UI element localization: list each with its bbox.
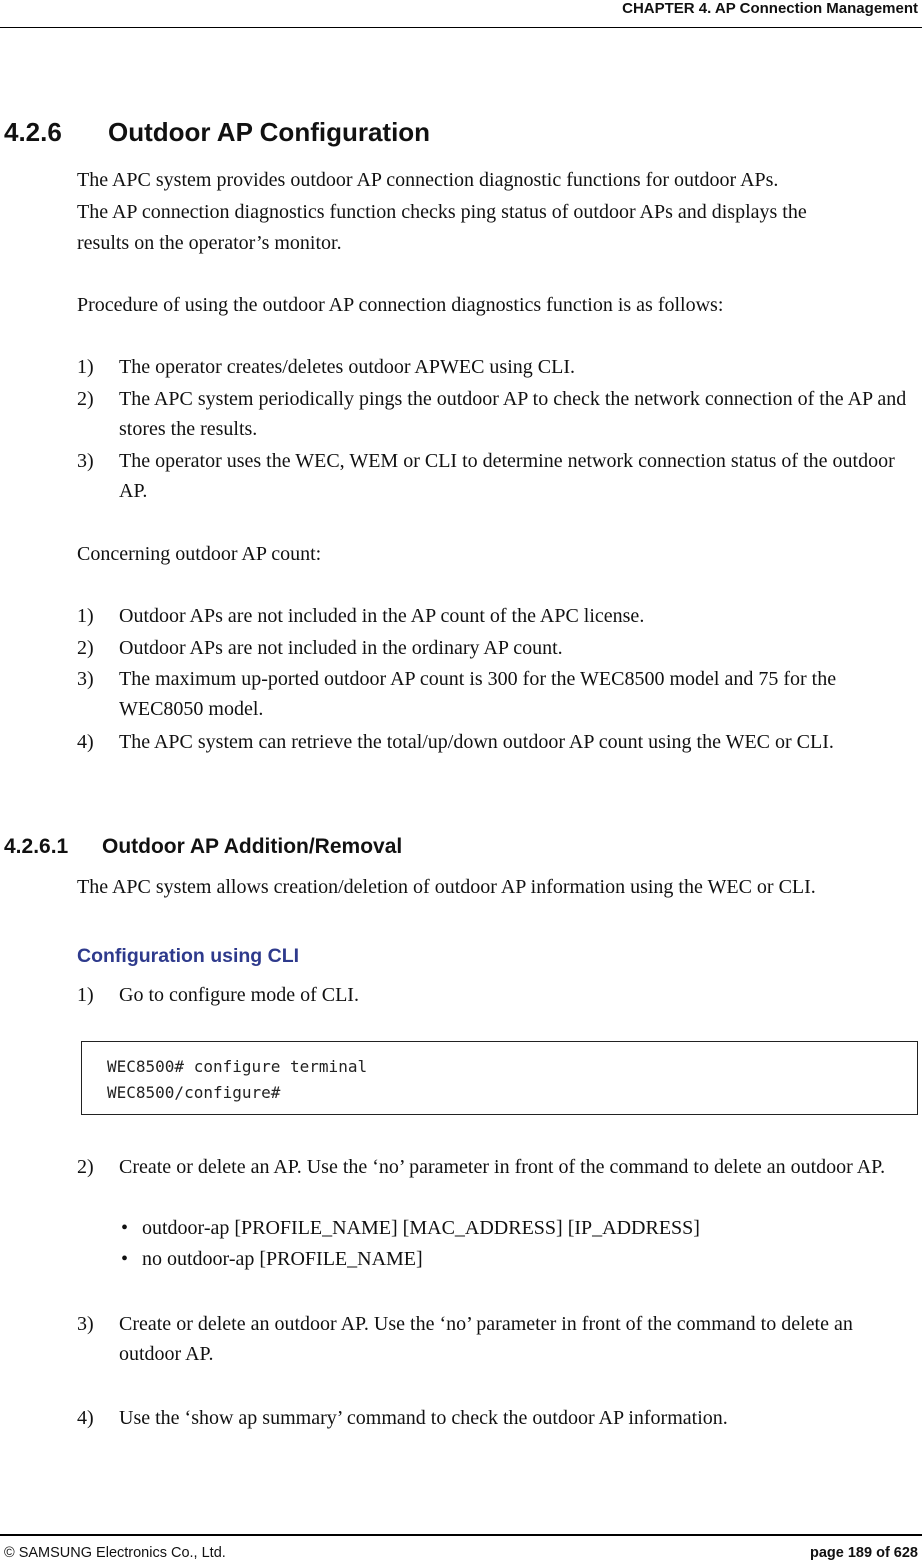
- intro-line: results on the operator’s monitor.: [77, 232, 342, 254]
- list-number: 1): [77, 356, 94, 378]
- code-line: WEC8500/configure#: [107, 1083, 281, 1102]
- code-block: [81, 1041, 918, 1115]
- section-title: Outdoor AP Configuration: [108, 117, 431, 147]
- bullet-item: [121, 1213, 700, 1243]
- list-text: Outdoor APs are not included in the ordinary AP count.: [119, 637, 563, 659]
- list-number: 1): [77, 605, 94, 627]
- list-number: 3): [77, 1313, 94, 1335]
- section-number: 4.2.6: [4, 117, 62, 147]
- subsection-intro: The APC system allows creation/deletion of outdoor AP information using the WEC or CLI.: [77, 876, 816, 898]
- subsection-title: Outdoor AP Addition/Removal: [102, 835, 403, 858]
- count-heading: Concerning outdoor AP count:: [77, 543, 322, 565]
- procedure-intro: Procedure of using the outdoor AP connection diagnostics function is as follows:: [77, 294, 724, 316]
- list-text: The operator uses the WEC, WEM or CLI to determine network connection status of the outdoor AP.: [119, 450, 895, 502]
- list-number: 2): [77, 637, 94, 659]
- bullet-icon: •: [121, 1248, 129, 1270]
- page-header: [0, 0, 922, 28]
- list-number: 4): [77, 1407, 94, 1429]
- page-number: page 189 of 628: [810, 1545, 918, 1561]
- list-number: 2): [77, 388, 94, 410]
- intro-line: The APC system provides outdoor AP connection diagnostic functions for outdoor APs.: [77, 169, 779, 191]
- code-line: WEC8500# configure terminal: [107, 1057, 368, 1076]
- page-footer: [0, 1534, 922, 1567]
- list-text: The maximum up-ported outdoor AP count is 300 for the WEC8500 model and 75 for the WEC8050 model.: [119, 668, 837, 720]
- subsection-number: 4.2.6.1: [4, 835, 69, 858]
- list-text: Outdoor APs are not included in the AP count of the APC license.: [119, 605, 645, 627]
- list-text: Use the ‘show ap summary’ command to check the outdoor AP information.: [119, 1407, 728, 1429]
- bullet-text: no outdoor-ap [PROFILE_NAME]: [142, 1248, 423, 1270]
- section-heading: [4, 117, 430, 148]
- subsection-heading: [4, 835, 402, 859]
- list-text: The APC system can retrieve the total/up/down outdoor AP count using the WEC or CLI.: [119, 731, 834, 753]
- bullet-icon: •: [121, 1217, 129, 1239]
- list-number: 4): [77, 731, 94, 753]
- bullet-text: outdoor-ap [PROFILE_NAME] [MAC_ADDRESS] [IP_ADDRESS]: [142, 1217, 700, 1239]
- config-heading: Configuration using CLI: [77, 945, 300, 967]
- list-text: The APC system periodically pings the outdoor AP to check the network connection of the AP and stores the results.: [119, 388, 907, 440]
- list-number: 2): [77, 1156, 94, 1178]
- list-number: 3): [77, 668, 94, 690]
- list-number: 1): [77, 984, 94, 1006]
- intro-line: The AP connection diagnostics function checks ping status of outdoor APs and displays the: [77, 201, 807, 223]
- list-number: 3): [77, 450, 94, 472]
- list-text: Go to configure mode of CLI.: [119, 984, 359, 1006]
- copyright: © SAMSUNG Electronics Co., Ltd.: [4, 1545, 226, 1561]
- chapter-title: CHAPTER 4. AP Connection Management: [622, 0, 918, 17]
- list-text: Create or delete an outdoor AP. Use the ‘no’ parameter in front of the command to delete an outdoor AP.: [119, 1313, 853, 1365]
- bullet-item: [121, 1244, 423, 1274]
- list-text: Create or delete an AP. Use the ‘no’ parameter in front of the command to delete an outdoor AP.: [119, 1156, 886, 1178]
- list-text: The operator creates/deletes outdoor APWEC using CLI.: [119, 356, 575, 378]
